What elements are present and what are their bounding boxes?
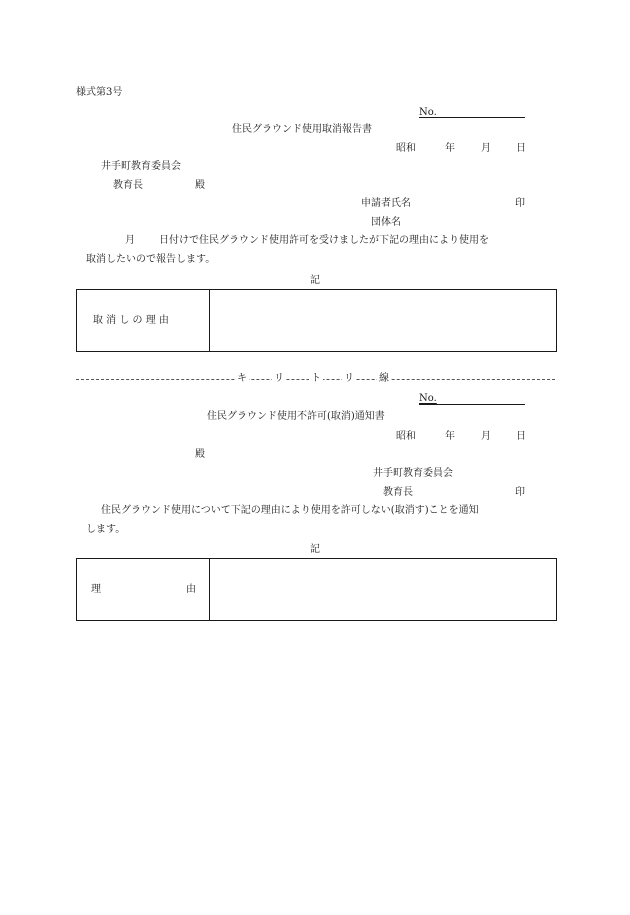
bottom-date-month: 月 bbox=[481, 431, 491, 442]
top-ki: 記 bbox=[310, 275, 320, 286]
bottom-reason-divider bbox=[209, 559, 210, 620]
bottom-number-field[interactable] bbox=[419, 404, 525, 405]
top-body-month: 月 bbox=[125, 235, 135, 246]
bottom-reason-input[interactable] bbox=[219, 583, 545, 596]
top-body-line1: 日付けで住民グラウンド使用許可を受けましたが下記の理由により使用を bbox=[159, 235, 489, 246]
top-reason-divider bbox=[209, 290, 210, 351]
bottom-reason-label-char-2: 由 bbox=[186, 584, 196, 595]
top-reason-input[interactable] bbox=[219, 314, 545, 327]
issuer-seal: 印 bbox=[515, 487, 525, 498]
issuer-org: 井手町教育委員会 bbox=[373, 468, 453, 479]
cut-line-char-3: ト bbox=[311, 373, 321, 384]
top-title: 住民グラウンド使用取消報告書 bbox=[232, 124, 372, 135]
top-number-field[interactable] bbox=[419, 117, 525, 118]
form-id: 様式第3号 bbox=[76, 87, 123, 98]
applicant-seal: 印 bbox=[515, 198, 525, 209]
top-addressee-org: 井手町教育委員会 bbox=[101, 161, 181, 172]
top-honorific: 殿 bbox=[195, 180, 205, 191]
top-number-label: No. bbox=[419, 107, 437, 118]
bottom-body-line2: します。 bbox=[86, 524, 126, 535]
bottom-reason-table bbox=[76, 558, 557, 621]
top-addressee-title: 教育長 bbox=[113, 180, 143, 191]
bottom-body-line1: 住民グラウンド使用について下記の理由により使用を許可しない(取消す)ことを通知 bbox=[101, 505, 479, 516]
bottom-reason-label-char-1: 理 bbox=[91, 584, 101, 595]
bottom-date-year: 年 bbox=[445, 431, 455, 442]
top-reason-table bbox=[76, 289, 557, 352]
cut-line-char-4: リ bbox=[344, 373, 354, 384]
top-date-day: 日 bbox=[516, 143, 526, 154]
top-body-line2: 取消したいので報告します。 bbox=[86, 254, 216, 265]
cut-line-char-1: キ bbox=[237, 373, 247, 384]
bottom-date-day: 日 bbox=[516, 431, 526, 442]
top-date-month: 月 bbox=[481, 143, 491, 154]
top-date-year: 年 bbox=[445, 143, 455, 154]
bottom-honorific: 殿 bbox=[195, 449, 205, 460]
cut-line-char-2: リ bbox=[274, 373, 284, 384]
bottom-number-label: No. bbox=[419, 393, 437, 404]
top-date-era: 昭和 bbox=[396, 143, 416, 154]
cut-line-char-5: 線 bbox=[379, 373, 389, 384]
applicant-name-label: 申請者氏名 bbox=[361, 198, 411, 209]
bottom-ki: 記 bbox=[310, 544, 320, 555]
issuer-title: 教育長 bbox=[383, 487, 413, 498]
top-reason-label: 取 消 し の 理 由 bbox=[93, 315, 169, 326]
bottom-date-era: 昭和 bbox=[396, 431, 416, 442]
group-name-label: 団体名 bbox=[371, 217, 401, 228]
bottom-title: 住民グラウンド使用不許可(取消)通知書 bbox=[207, 411, 385, 422]
